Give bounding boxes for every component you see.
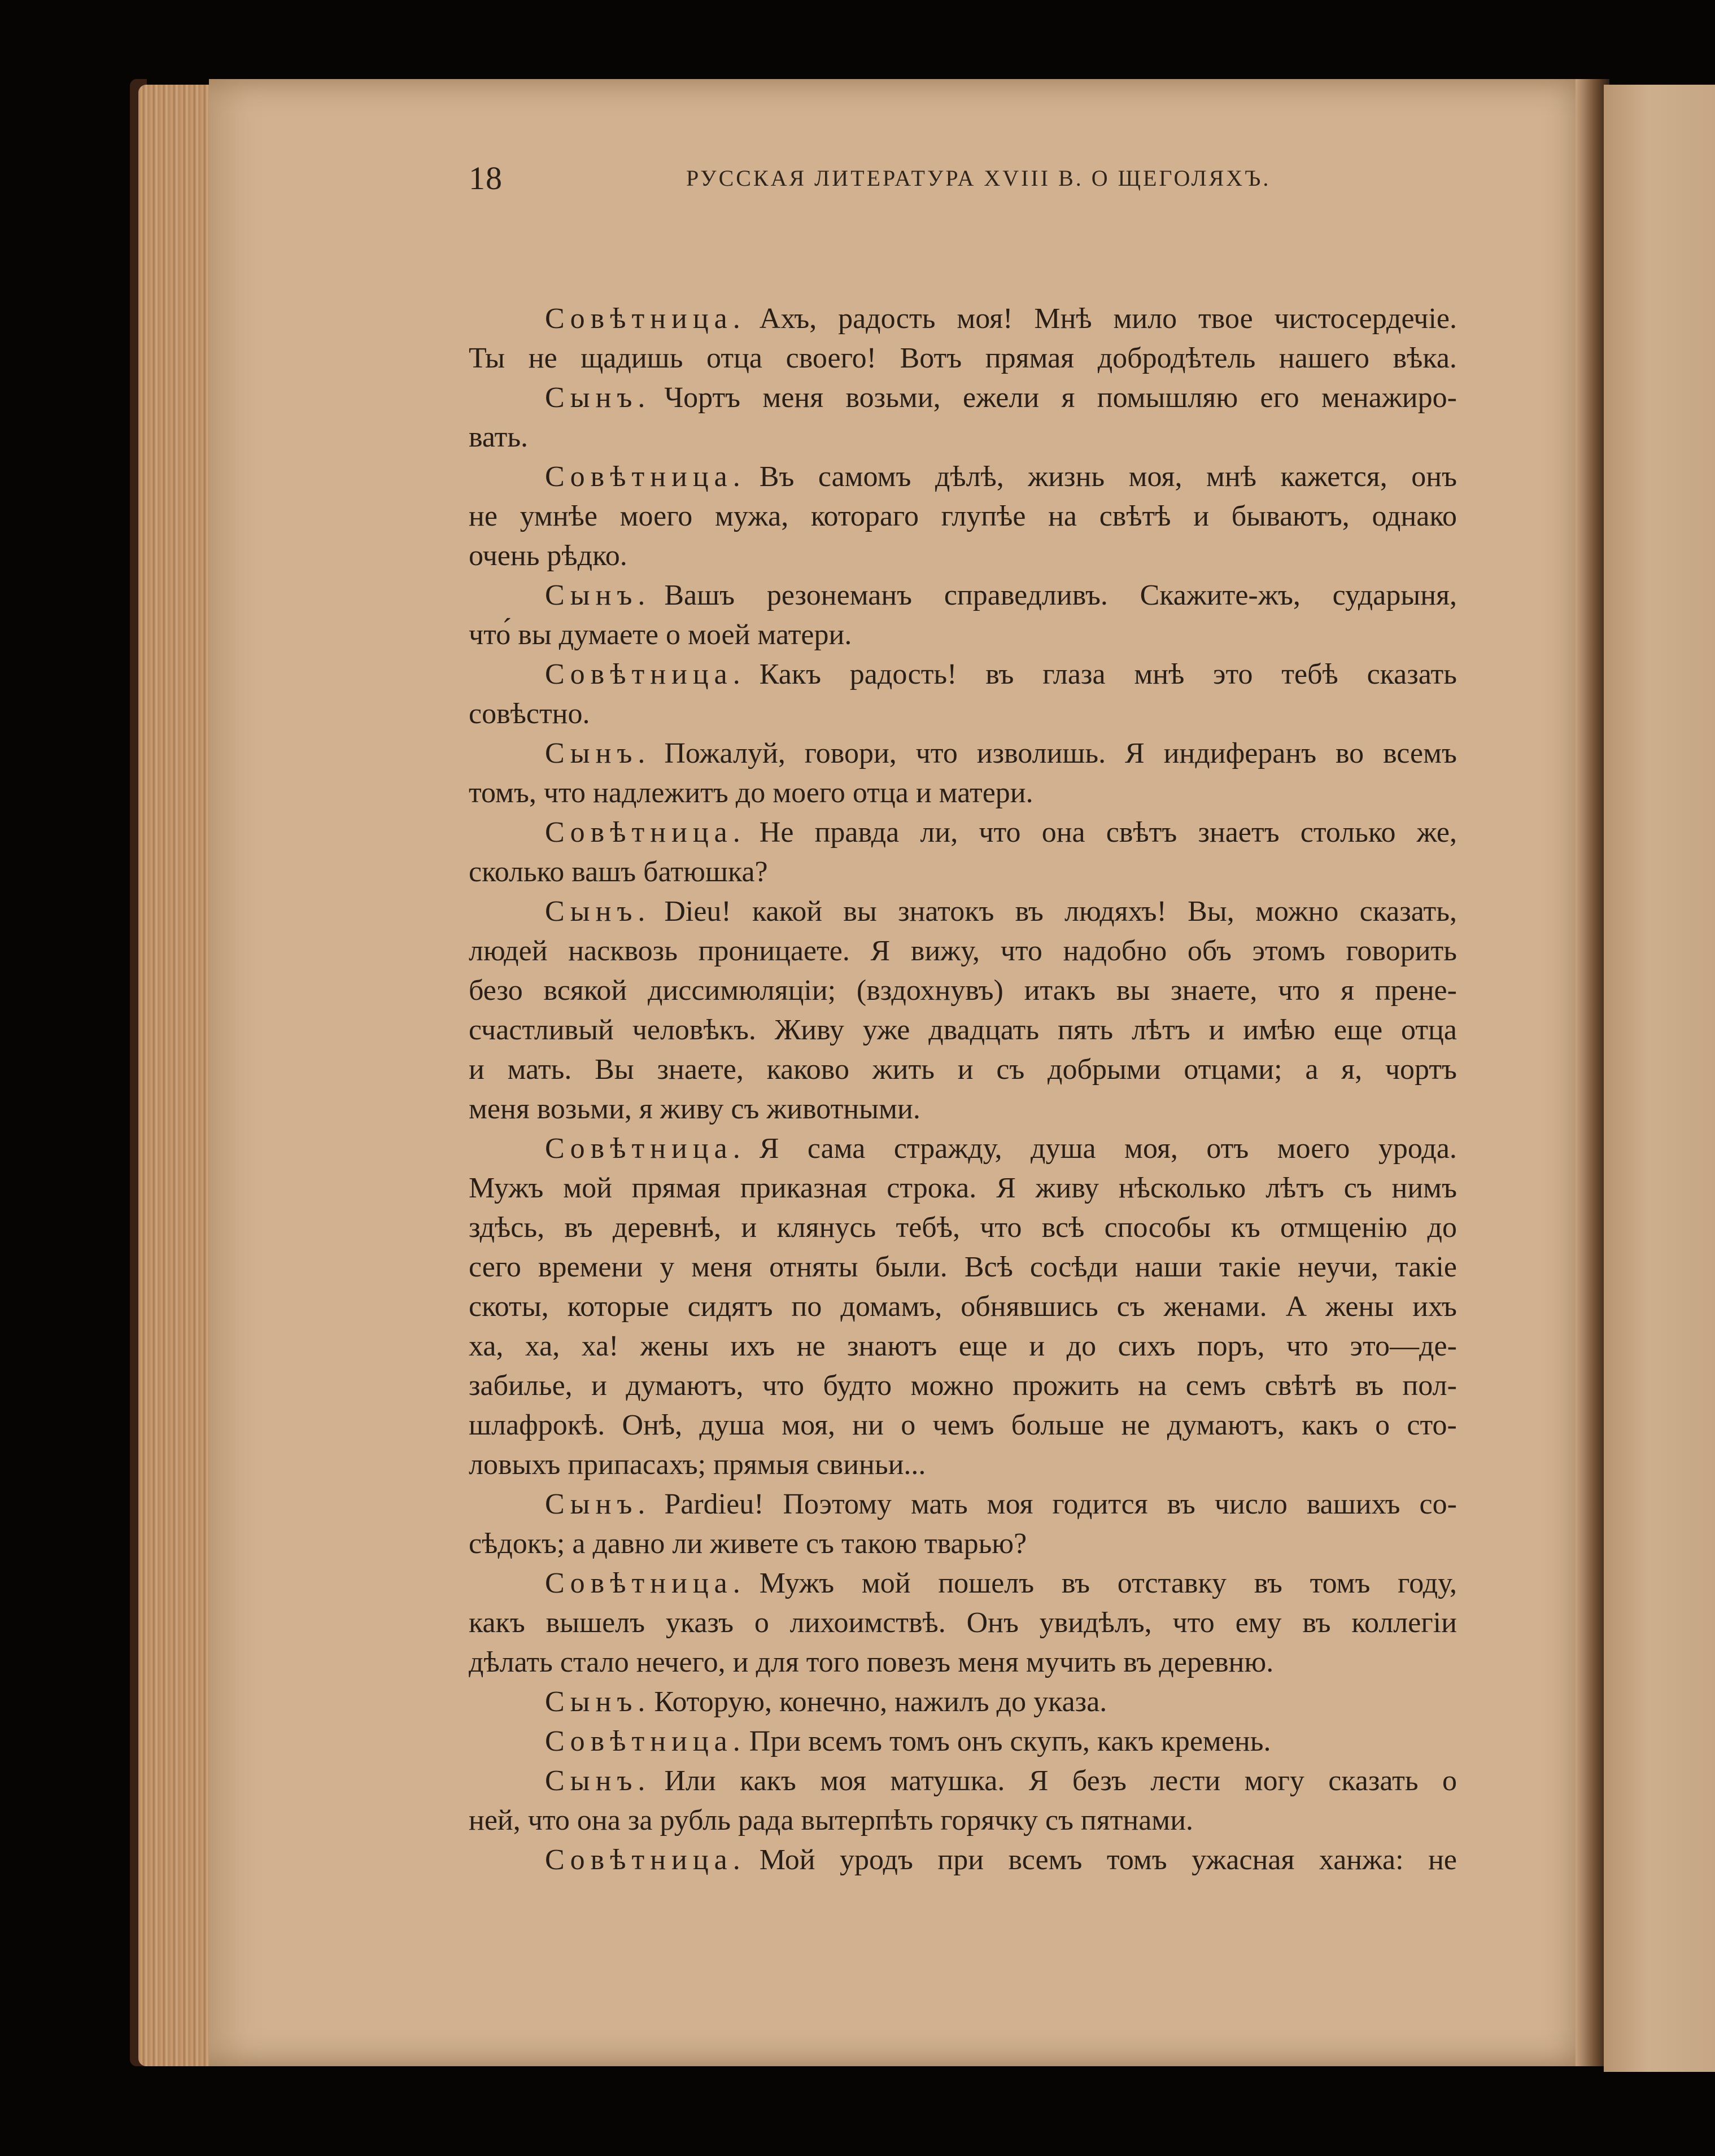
text-line bbox=[469, 1801, 1457, 1840]
text-line bbox=[469, 457, 1457, 497]
text-line bbox=[469, 576, 1457, 615]
line-text: дѣлать стало нечего, и для того повезъ меня мучить въ деревню. bbox=[469, 1646, 1274, 1678]
speaker-name: Совѣтница. bbox=[545, 816, 746, 849]
line-text: что́ вы думаете о моей матери. bbox=[469, 619, 852, 651]
speaker-name: Совѣтница. bbox=[545, 461, 746, 493]
text-line bbox=[469, 497, 1457, 536]
text-line bbox=[469, 339, 1457, 378]
line-text: Вашъ резонеманъ справедливъ. Скажите-жъ, сударыня, bbox=[664, 579, 1457, 611]
text-line bbox=[469, 1129, 1457, 1169]
speaker-name: Совѣтница. bbox=[545, 1567, 746, 1599]
line-text: ха, ха, ха! жены ихъ не знаютъ еще и до сихъ поръ, что это—де- bbox=[469, 1330, 1457, 1362]
line-text: Пожалуй, говори, что изволишь. Я индиферанъ во всемъ bbox=[664, 737, 1457, 769]
line-text: шлафрокѣ. Онѣ, душа моя, ни о чемъ больше не думаютъ, какъ о сто- bbox=[469, 1409, 1457, 1441]
line-text: Въ самомъ дѣлѣ, жизнь моя, мнѣ кажется, онъ bbox=[759, 461, 1457, 493]
text-line bbox=[469, 1050, 1457, 1090]
speaker-name: Сынъ. bbox=[545, 1686, 651, 1718]
speaker-name: Сынъ. bbox=[545, 1488, 651, 1520]
text-line bbox=[469, 813, 1457, 852]
line-text: Которую, конечно, нажилъ до указа. bbox=[654, 1686, 1107, 1718]
text-line bbox=[469, 734, 1457, 773]
text-line bbox=[469, 418, 1457, 457]
text-line bbox=[469, 1445, 1457, 1485]
text-line bbox=[469, 1761, 1457, 1801]
text-line bbox=[469, 932, 1457, 971]
line-text: счастливый человѣкъ. Живу уже двадцать пять лѣтъ и имѣю еще отца bbox=[469, 1014, 1457, 1046]
text-line bbox=[469, 536, 1457, 576]
speaker-name: Совѣтница. bbox=[545, 303, 746, 335]
text-line bbox=[469, 615, 1457, 655]
line-text: сколько вашъ батюшка? bbox=[469, 856, 768, 888]
line-text: Pardieu! Поэтому мать моя годится въ число вашихъ со- bbox=[664, 1488, 1457, 1520]
line-text: очень рѣдко. bbox=[469, 540, 627, 572]
line-text: меня возьми, я живу съ животными. bbox=[469, 1093, 920, 1125]
running-head bbox=[469, 86, 1485, 196]
speaker-name: Совѣтница. bbox=[545, 1132, 746, 1165]
text-line bbox=[469, 1287, 1457, 1327]
line-text: и мать. Вы знаете, каково жить и съ добрыми отцами; а я, чортъ bbox=[469, 1053, 1457, 1086]
running-title: РУССКАЯ ЛИТЕРАТУРА XVIII В. О ЩЕГОЛЯХЪ. bbox=[686, 165, 1271, 191]
text-line bbox=[469, 299, 1457, 339]
text-line bbox=[469, 1564, 1457, 1603]
speaker-name: Совѣтница. bbox=[545, 1844, 746, 1876]
text-line bbox=[469, 1011, 1457, 1050]
line-text: скоты, которые сидятъ по домамъ, обнявшись съ женами. А жены ихъ bbox=[469, 1291, 1457, 1323]
speaker-name: Совѣтница. bbox=[545, 658, 746, 690]
line-text: Я сама стражду, душа моя, отъ моего урода. bbox=[759, 1132, 1457, 1165]
line-text: Ты не щадишь отца своего! Вотъ прямая добродѣтель нашего вѣка. bbox=[469, 342, 1457, 374]
text-line bbox=[469, 773, 1457, 813]
text-line bbox=[469, 378, 1457, 418]
line-text: сего времени у меня отняты были. Всѣ сосѣди наши такіе неучи, такіе bbox=[469, 1251, 1457, 1283]
line-text: людей насквозь проницаете. Я вижу, что надобно объ этомъ говорить bbox=[469, 935, 1457, 967]
speaker-name: Сынъ. bbox=[545, 382, 651, 414]
text-line bbox=[469, 655, 1457, 694]
text-line bbox=[469, 1524, 1457, 1564]
line-text: какъ вышелъ указъ о лихоимствѣ. Онъ увидѣлъ, что ему въ коллегіи bbox=[469, 1607, 1457, 1639]
line-text: сѣдокъ; а давно ли живете съ такою тварью? bbox=[469, 1528, 1027, 1560]
text-line bbox=[469, 1485, 1457, 1524]
line-text: ней, что она за рубль рада вытерпѣть горячку съ пятнами. bbox=[469, 1804, 1194, 1836]
line-text: Dieu! какой вы знатокъ въ людяхъ! Вы, можно сказать, bbox=[664, 895, 1457, 928]
line-text: не умнѣе моего мужа, котораго глупѣе на свѣтѣ и бываютъ, однако bbox=[469, 500, 1457, 532]
text-line bbox=[469, 971, 1457, 1011]
text-line bbox=[469, 852, 1457, 892]
text-line bbox=[469, 1603, 1457, 1643]
text-line bbox=[469, 1682, 1457, 1722]
line-text: При всемъ томъ онъ скупъ, какъ кремень. bbox=[749, 1725, 1271, 1757]
text-line bbox=[469, 1169, 1457, 1208]
text-line bbox=[469, 1406, 1457, 1445]
line-text: ловыхъ припасахъ; прямыя свиньи... bbox=[469, 1449, 926, 1481]
speaker-name: Сынъ. bbox=[545, 1765, 651, 1797]
speaker-name: Сынъ. bbox=[545, 737, 651, 769]
text-line bbox=[469, 1327, 1457, 1366]
text-line bbox=[469, 892, 1457, 932]
body-text bbox=[469, 299, 1457, 1880]
line-text: Не правда ли, что она свѣтъ знаетъ столько же, bbox=[759, 816, 1457, 849]
facing-page-edge bbox=[1604, 85, 1715, 2072]
line-text: Мужъ мой пошелъ въ отставку въ томъ году, bbox=[759, 1567, 1457, 1599]
text-line bbox=[469, 1722, 1457, 1761]
text-line bbox=[469, 1208, 1457, 1248]
line-text: Ахъ, радость моя! Мнѣ мило твое чистосердечіе. bbox=[759, 303, 1457, 335]
line-text: забилье, и думаютъ, что будто можно прожить на семъ свѣтѣ въ пол- bbox=[469, 1370, 1457, 1402]
speaker-name: Совѣтница. bbox=[545, 1725, 746, 1757]
line-text: вать. bbox=[469, 421, 529, 453]
line-text: Мужъ мой прямая приказная строка. Я живу нѣсколько лѣтъ съ нимъ bbox=[469, 1172, 1457, 1204]
line-text: Какъ радость! въ глаза мнѣ это тебѣ сказать bbox=[759, 658, 1457, 690]
line-text: томъ, что надлежитъ до моего отца и матери. bbox=[469, 777, 1033, 809]
page-number: 18 bbox=[469, 160, 503, 196]
text-line bbox=[469, 1090, 1457, 1129]
line-text: Или какъ моя матушка. Я безъ лести могу сказать о bbox=[664, 1765, 1457, 1797]
speaker-name: Сынъ. bbox=[545, 579, 651, 611]
text-line bbox=[469, 1248, 1457, 1287]
line-text: безо всякой диссимюляціи; (вздохнувъ) итакъ вы знаете, что я прене- bbox=[469, 974, 1457, 1007]
line-text: Чортъ меня возьми, ежели я помышляю его менажиро- bbox=[664, 382, 1457, 414]
line-text: здѣсь, въ деревнѣ, и клянусь тебѣ, что всѣ способы къ отмщенію до bbox=[469, 1212, 1457, 1244]
page-edges bbox=[138, 85, 212, 2066]
line-text: Мой уродъ при всемъ томъ ужасная ханжа: не bbox=[759, 1844, 1457, 1876]
text-line bbox=[469, 1840, 1457, 1880]
line-text: совѣстно. bbox=[469, 698, 590, 730]
speaker-name: Сынъ. bbox=[545, 895, 651, 928]
text-line bbox=[469, 1366, 1457, 1406]
text-line bbox=[469, 694, 1457, 734]
text-line bbox=[469, 1643, 1457, 1682]
